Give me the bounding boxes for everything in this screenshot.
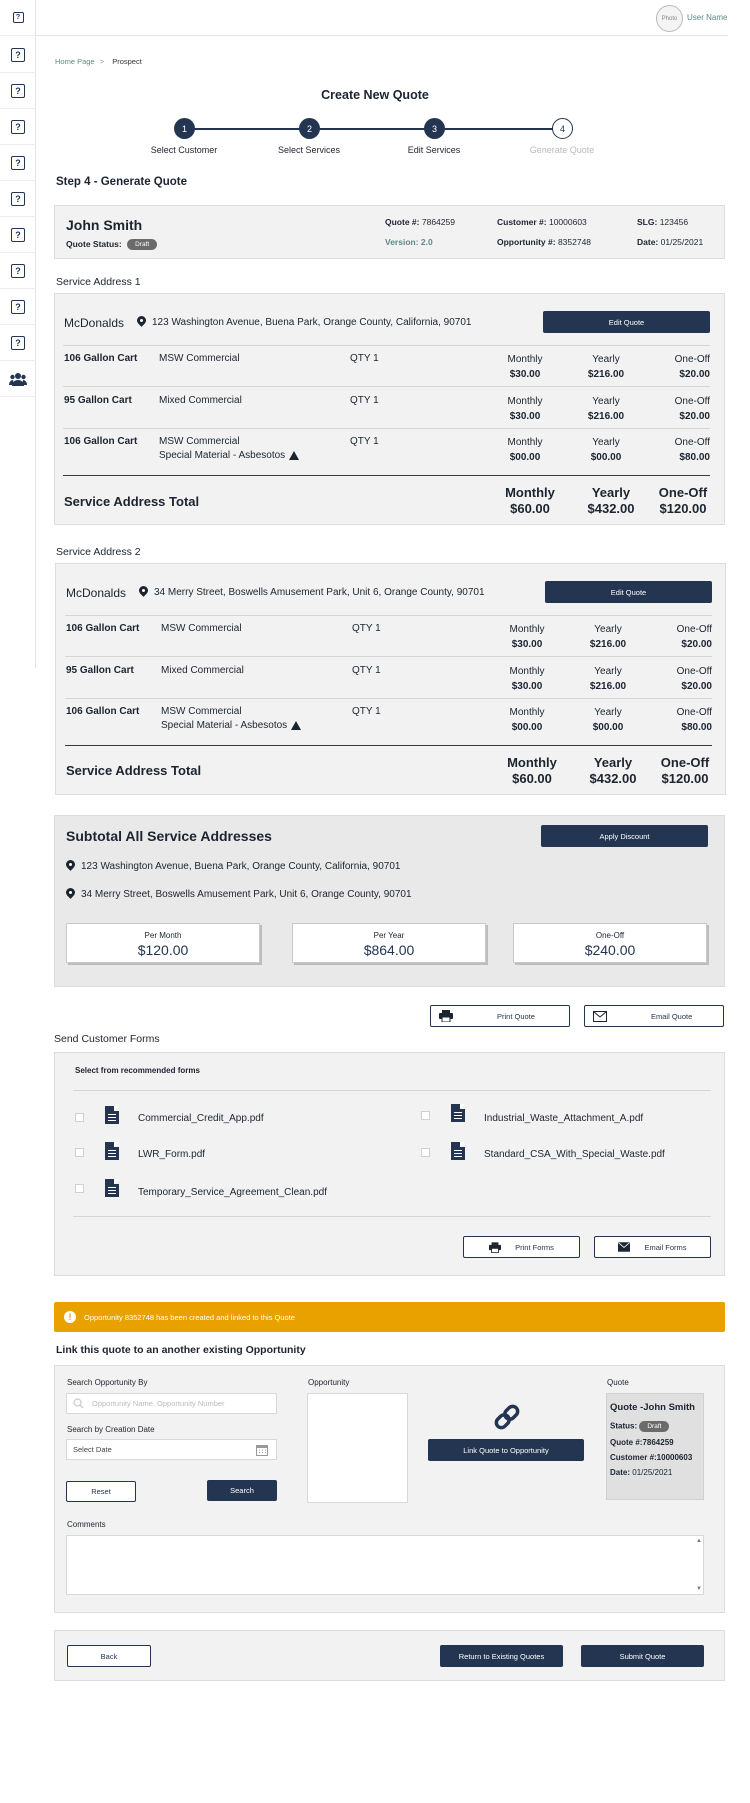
yearly-label: Yearly: [592, 396, 620, 407]
help-icon: ?: [11, 336, 25, 350]
email-quote-label: Email Quote: [651, 1011, 693, 1021]
subtotal-address-2: [66, 888, 412, 900]
row-monthly: [492, 664, 562, 694]
form-name[interactable]: Temporary_Service_Agreement_Clean.pdf: [138, 1187, 327, 1198]
oneoff-total-value: $240.00: [584, 942, 636, 958]
divider: [63, 345, 710, 346]
email-quote-button[interactable]: [584, 1005, 724, 1027]
yearly-label: Yearly: [592, 437, 620, 448]
service-address-text: 123 Washington Avenue, Buena Park, Orange County, California, 90701: [152, 316, 472, 328]
oneoff-value: $20.00: [679, 411, 710, 422]
per-month-value: $120.00: [137, 942, 189, 958]
total-yearly: [571, 485, 651, 517]
row-service: Mixed Commercial: [159, 395, 242, 406]
nav-item[interactable]: [0, 37, 36, 73]
alert-text: Opportunity 8352748 has been created and linked to this Quote: [84, 1312, 295, 1322]
total-divider: [63, 475, 710, 476]
quote-card-date: [610, 1468, 700, 1477]
monthly-value: $30.00: [509, 411, 541, 422]
quote-number-value: 7864259: [421, 217, 455, 227]
printer-icon: [489, 1242, 501, 1253]
total-oneoff: [643, 485, 723, 517]
nav-item-team[interactable]: [0, 361, 36, 397]
total-monthly-label: Monthly: [507, 755, 557, 770]
search-placeholder: Opportunity Name, Opportunity Number: [92, 1399, 225, 1408]
top-bar: [36, 0, 728, 36]
quote-summary-card: [606, 1393, 704, 1500]
oneoff-label: One-Off: [676, 624, 712, 635]
step-2-label: Select Services: [277, 145, 341, 155]
total-yearly-value: $432.00: [589, 771, 637, 786]
edit-quote-button[interactable]: Edit Quote: [543, 311, 710, 333]
service-address-2-heading: Service Address 2: [56, 546, 141, 558]
total-label: Service Address Total: [66, 763, 202, 778]
row-service: Mixed Commercial: [161, 665, 244, 676]
divider: [65, 698, 712, 699]
nav-item[interactable]: [0, 181, 36, 217]
row-oneoff: [642, 622, 712, 652]
row-service: MSW Commercial: [159, 353, 240, 364]
slg: [637, 217, 688, 227]
print-forms-label: Print Forms: [515, 1242, 554, 1252]
envelope-icon: [593, 1011, 607, 1022]
oneoff-value: $20.00: [681, 639, 712, 650]
search-icon: [73, 1398, 84, 1409]
divider: [65, 615, 712, 616]
row-service: [159, 435, 299, 463]
help-icon: ?: [11, 48, 25, 62]
quote-label: Quote: [607, 1378, 629, 1387]
monthly-value: $30.00: [511, 639, 543, 650]
opportunity-search-input[interactable]: [66, 1393, 277, 1414]
document-icon: [451, 1142, 465, 1160]
monthly-label: Monthly: [507, 396, 543, 407]
row-service-line2: [161, 719, 301, 733]
row-yearly: [573, 622, 643, 652]
yearly-value: $216.00: [587, 369, 625, 380]
help-icon: ?: [11, 192, 25, 206]
calendar-icon: [256, 1444, 268, 1456]
page-title: Create New Quote: [321, 88, 429, 102]
row-service: [161, 705, 301, 733]
form-checkbox[interactable]: [421, 1148, 430, 1157]
quote-number-label: Quote #:: [385, 217, 420, 227]
monthly-label: Monthly: [509, 624, 545, 635]
business-name: McDonalds: [66, 586, 127, 600]
total-yearly-label: Yearly: [593, 755, 633, 770]
stepper-line: [184, 128, 562, 130]
breadcrumb: [55, 57, 142, 66]
opportunity-alert: [54, 1302, 725, 1332]
subtotal-address-1: [66, 860, 400, 872]
total-divider: [65, 745, 712, 746]
quote-number: [385, 217, 455, 227]
total-oneoff-value: $120.00: [659, 501, 707, 516]
document-icon: [105, 1179, 119, 1197]
help-icon: ?: [11, 300, 25, 314]
yearly-label: Yearly: [594, 624, 622, 635]
help-icon: ?: [11, 264, 25, 278]
row-oneoff: [640, 352, 710, 382]
row-service-line1: MSW Commercial: [161, 706, 242, 717]
link-icon: [492, 1403, 522, 1431]
opportunity-number: [497, 237, 591, 247]
email-forms-button[interactable]: [594, 1236, 711, 1258]
monthly-label: Monthly: [509, 666, 545, 677]
scroll-up-icon[interactable]: ▲: [696, 1538, 702, 1544]
step-4-label: Generate Quote: [529, 145, 595, 155]
opportunity-number-label: Opportunity #:: [497, 237, 556, 247]
edit-quote-button[interactable]: Edit Quote: [545, 581, 712, 603]
warning-icon: [291, 721, 301, 730]
total-monthly-label: Monthly: [505, 485, 555, 500]
nav-item[interactable]: [0, 289, 36, 325]
row-oneoff: [642, 705, 712, 735]
date-search-label: Search by Creation Date: [67, 1425, 155, 1434]
row-service-line1: MSW Commercial: [159, 436, 240, 447]
total-yearly-label: Yearly: [591, 485, 631, 500]
search-button[interactable]: Search: [207, 1480, 277, 1501]
step-1: 1: [174, 118, 195, 139]
per-month-label: Per Month: [144, 931, 182, 940]
row-monthly: [490, 435, 560, 465]
link-heading: Link this quote to an another existing Opportunity: [56, 1344, 306, 1356]
nav-item[interactable]: [0, 0, 36, 36]
help-icon: ?: [11, 228, 25, 242]
subtotal-address-1-text: 123 Washington Avenue, Buena Park, Orange County, California, 90701: [81, 860, 401, 872]
quote-status-label: Quote Status:: [66, 239, 122, 249]
return-to-quotes-button[interactable]: Return to Existing Quotes: [440, 1645, 563, 1667]
form-checkbox[interactable]: [75, 1113, 84, 1122]
version: Version: 2.0: [385, 237, 433, 247]
monthly-value: $30.00: [509, 369, 541, 380]
divider: [65, 656, 712, 657]
row-yearly: [571, 352, 641, 382]
per-year-label: Per Year: [373, 931, 405, 940]
search-by-label: Search Opportunity By: [67, 1378, 148, 1387]
status-badge: Draft: [127, 239, 157, 250]
location-pin-icon: [66, 860, 75, 872]
divider: [73, 1216, 711, 1217]
nav-item[interactable]: [0, 109, 36, 145]
oneoff-box: [513, 923, 707, 963]
divider: [63, 428, 710, 429]
total-oneoff-value: $120.00: [661, 771, 709, 786]
row-qty: QTY 1: [352, 623, 381, 634]
quote-card-status-label: Status:: [610, 1421, 638, 1431]
scroll-down-icon[interactable]: ▼: [696, 1586, 702, 1592]
printer-icon: [439, 1010, 453, 1022]
row-item: 106 Gallon Cart: [66, 706, 140, 717]
total-label: Service Address Total: [64, 494, 200, 509]
row-monthly: [492, 622, 562, 652]
monthly-value: $30.00: [511, 681, 543, 692]
help-icon: ?: [13, 12, 24, 23]
form-checkbox[interactable]: [75, 1148, 84, 1157]
yearly-label: Yearly: [594, 707, 622, 718]
yearly-value: $00.00: [590, 452, 622, 463]
quote-card-customer: Customer #:10000603: [610, 1453, 693, 1462]
subtotal-address-2-text: 34 Merry Street, Boswells Amusement Park, Unit 6, Orange County, 90701: [81, 888, 412, 900]
monthly-label: Monthly: [507, 354, 543, 365]
oneoff-value: $20.00: [679, 369, 710, 380]
service-address: [137, 316, 471, 328]
nav-item[interactable]: [0, 145, 36, 181]
oneoff-value: $80.00: [681, 722, 712, 733]
monthly-label: Monthly: [507, 437, 543, 448]
total-yearly: [573, 755, 653, 787]
form-name[interactable]: LWR_Form.pdf: [138, 1149, 206, 1160]
nav-item[interactable]: [0, 325, 36, 361]
monthly-value: $00.00: [511, 722, 543, 733]
print-forms-button[interactable]: [463, 1236, 580, 1258]
help-icon: ?: [11, 156, 25, 170]
warning-icon: [289, 451, 299, 460]
row-service: MSW Commercial: [161, 623, 242, 634]
date-placeholder: Select Date: [73, 1445, 112, 1454]
apply-discount-button[interactable]: Apply Discount: [541, 825, 708, 847]
quote-card-date-value: 01/25/2021: [632, 1468, 673, 1477]
breadcrumb-separator: >: [99, 57, 105, 66]
step-3-label: Edit Services: [407, 145, 461, 155]
quote-header-card: [54, 205, 725, 259]
breadcrumb-home[interactable]: Home Page: [55, 57, 95, 66]
special-material-text: Special Material - Asbesotos: [159, 450, 286, 461]
forms-heading: Send Customer Forms: [54, 1033, 160, 1045]
step-1-label: Select Customer: [150, 145, 218, 155]
row-qty: QTY 1: [350, 395, 379, 406]
row-oneoff: [640, 435, 710, 465]
row-item: 106 Gallon Cart: [64, 353, 138, 364]
row-monthly: [492, 705, 562, 735]
oneoff-label: One-Off: [676, 707, 712, 718]
row-oneoff: [642, 664, 712, 694]
link-quote-button[interactable]: Link Quote to Opportunity: [428, 1439, 584, 1461]
yearly-value: $216.00: [589, 681, 627, 692]
customer-number-value: 10000603: [548, 217, 587, 227]
row-yearly: [573, 705, 643, 735]
total-yearly-value: $432.00: [587, 501, 635, 516]
quote-card-number: Quote #:7864259: [610, 1438, 674, 1447]
form-name[interactable]: Commercial_Credit_App.pdf: [138, 1113, 264, 1124]
help-icon: ?: [11, 120, 25, 134]
help-icon: ?: [11, 84, 25, 98]
opportunity-label: Opportunity: [308, 1378, 350, 1387]
envelope-icon: [618, 1242, 630, 1252]
date-value: 01/25/2021: [660, 237, 704, 247]
opportunity-list[interactable]: [307, 1393, 408, 1503]
comments-textarea[interactable]: [66, 1535, 704, 1595]
total-monthly-value: $60.00: [512, 771, 552, 786]
nav-item[interactable]: [0, 253, 36, 289]
total-monthly-value: $60.00: [510, 501, 550, 516]
subtotal-heading: Subtotal All Service Addresses: [66, 828, 272, 844]
location-pin-icon: [66, 888, 75, 900]
slg-label: SLG:: [637, 217, 658, 227]
form-name[interactable]: Industrial_Waste_Attachment_A.pdf: [484, 1113, 644, 1124]
breadcrumb-current: Prospect: [112, 57, 142, 66]
row-item: 95 Gallon Cart: [64, 395, 132, 406]
nav-item[interactable]: [0, 217, 36, 253]
date-label: Date:: [637, 237, 659, 247]
user-name[interactable]: User Name: [687, 13, 728, 22]
row-oneoff: [640, 394, 710, 424]
yearly-label: Yearly: [592, 354, 620, 365]
form-name[interactable]: Standard_CSA_With_Special_Waste.pdf: [484, 1149, 665, 1160]
row-item: 106 Gallon Cart: [66, 623, 140, 634]
step-2: 2: [299, 118, 320, 139]
form-checkbox[interactable]: [421, 1111, 430, 1120]
monthly-value: $00.00: [509, 452, 541, 463]
row-monthly: [490, 394, 560, 424]
monthly-label: Monthly: [509, 707, 545, 718]
yearly-value: $216.00: [587, 411, 625, 422]
print-quote-label: Print Quote: [497, 1011, 535, 1021]
total-oneoff: [645, 755, 725, 787]
comments-label: Comments: [67, 1520, 106, 1529]
quote-card-date-label: Date:: [610, 1468, 631, 1477]
yearly-value: $00.00: [592, 722, 624, 733]
document-icon: [105, 1142, 119, 1160]
oneoff-label: One-Off: [674, 437, 710, 448]
yearly-label: Yearly: [594, 666, 622, 677]
oneoff-label: One-Off: [674, 396, 710, 407]
oneoff-label: One-Off: [674, 354, 710, 365]
back-button[interactable]: Back: [67, 1645, 151, 1667]
oneoff-value: $80.00: [679, 452, 710, 463]
avatar[interactable]: Photo: [656, 5, 683, 32]
location-pin-icon: [137, 316, 146, 328]
print-quote-button[interactable]: [430, 1005, 570, 1027]
date-picker-input[interactable]: [66, 1439, 277, 1460]
location-pin-icon: [139, 586, 148, 598]
service-address: [139, 586, 485, 598]
quote-card-title: Quote -John Smith: [610, 1402, 695, 1413]
customer-name: John Smith: [66, 217, 143, 233]
service-address-1-heading: Service Address 1: [56, 276, 141, 288]
row-qty: QTY 1: [350, 436, 379, 447]
divider: [63, 386, 710, 387]
row-qty: QTY 1: [352, 665, 381, 676]
document-icon: [105, 1106, 119, 1124]
row-qty: QTY 1: [350, 353, 379, 364]
step-heading: Step 4 - Generate Quote: [56, 176, 188, 188]
service-address-text: 34 Merry Street, Boswells Amusement Park, Unit 6, Orange County, 90701: [154, 586, 485, 598]
total-monthly: [490, 485, 570, 517]
row-service-line2: [159, 449, 299, 463]
quote-card-status: [610, 1421, 700, 1432]
step-4: 4: [552, 118, 573, 139]
per-year-box: [292, 923, 486, 963]
document-icon: [451, 1104, 465, 1122]
opportunity-number-value: 8352748: [557, 237, 592, 247]
quote-date: [637, 237, 703, 247]
oneoff-total-label: One-Off: [595, 931, 625, 940]
special-material-text: Special Material - Asbesotos: [161, 720, 288, 731]
per-month-box: [66, 923, 260, 963]
business-name: McDonalds: [64, 316, 125, 330]
team-icon: [9, 372, 27, 386]
divider: [73, 1090, 711, 1091]
total-oneoff-label: One-Off: [660, 755, 710, 770]
per-year-value: $864.00: [363, 942, 415, 958]
total-monthly: [492, 755, 572, 787]
row-yearly: [571, 394, 641, 424]
row-item: 95 Gallon Cart: [66, 665, 134, 676]
quote-status: [66, 239, 157, 250]
alert-icon: !: [64, 1311, 76, 1323]
row-monthly: [490, 352, 560, 382]
submit-quote-button[interactable]: Submit Quote: [581, 1645, 704, 1667]
row-qty: QTY 1: [352, 706, 381, 717]
oneoff-label: One-Off: [676, 666, 712, 677]
row-yearly: [573, 664, 643, 694]
step-3: 3: [424, 118, 445, 139]
slg-value: 123456: [659, 217, 689, 227]
form-checkbox[interactable]: [75, 1184, 84, 1193]
reset-button[interactable]: Reset: [66, 1481, 136, 1502]
row-yearly: [571, 435, 641, 465]
customer-number: [497, 217, 587, 227]
email-forms-label: Email Forms: [644, 1242, 687, 1252]
total-oneoff-label: One-Off: [658, 485, 708, 500]
oneoff-value: $20.00: [681, 681, 712, 692]
row-item: 106 Gallon Cart: [64, 436, 138, 447]
forms-subheading: Select from recommended forms: [75, 1066, 200, 1075]
quote-card-status-badge: Draft: [639, 1421, 669, 1432]
customer-number-label: Customer #:: [497, 217, 547, 227]
yearly-value: $216.00: [589, 639, 627, 650]
